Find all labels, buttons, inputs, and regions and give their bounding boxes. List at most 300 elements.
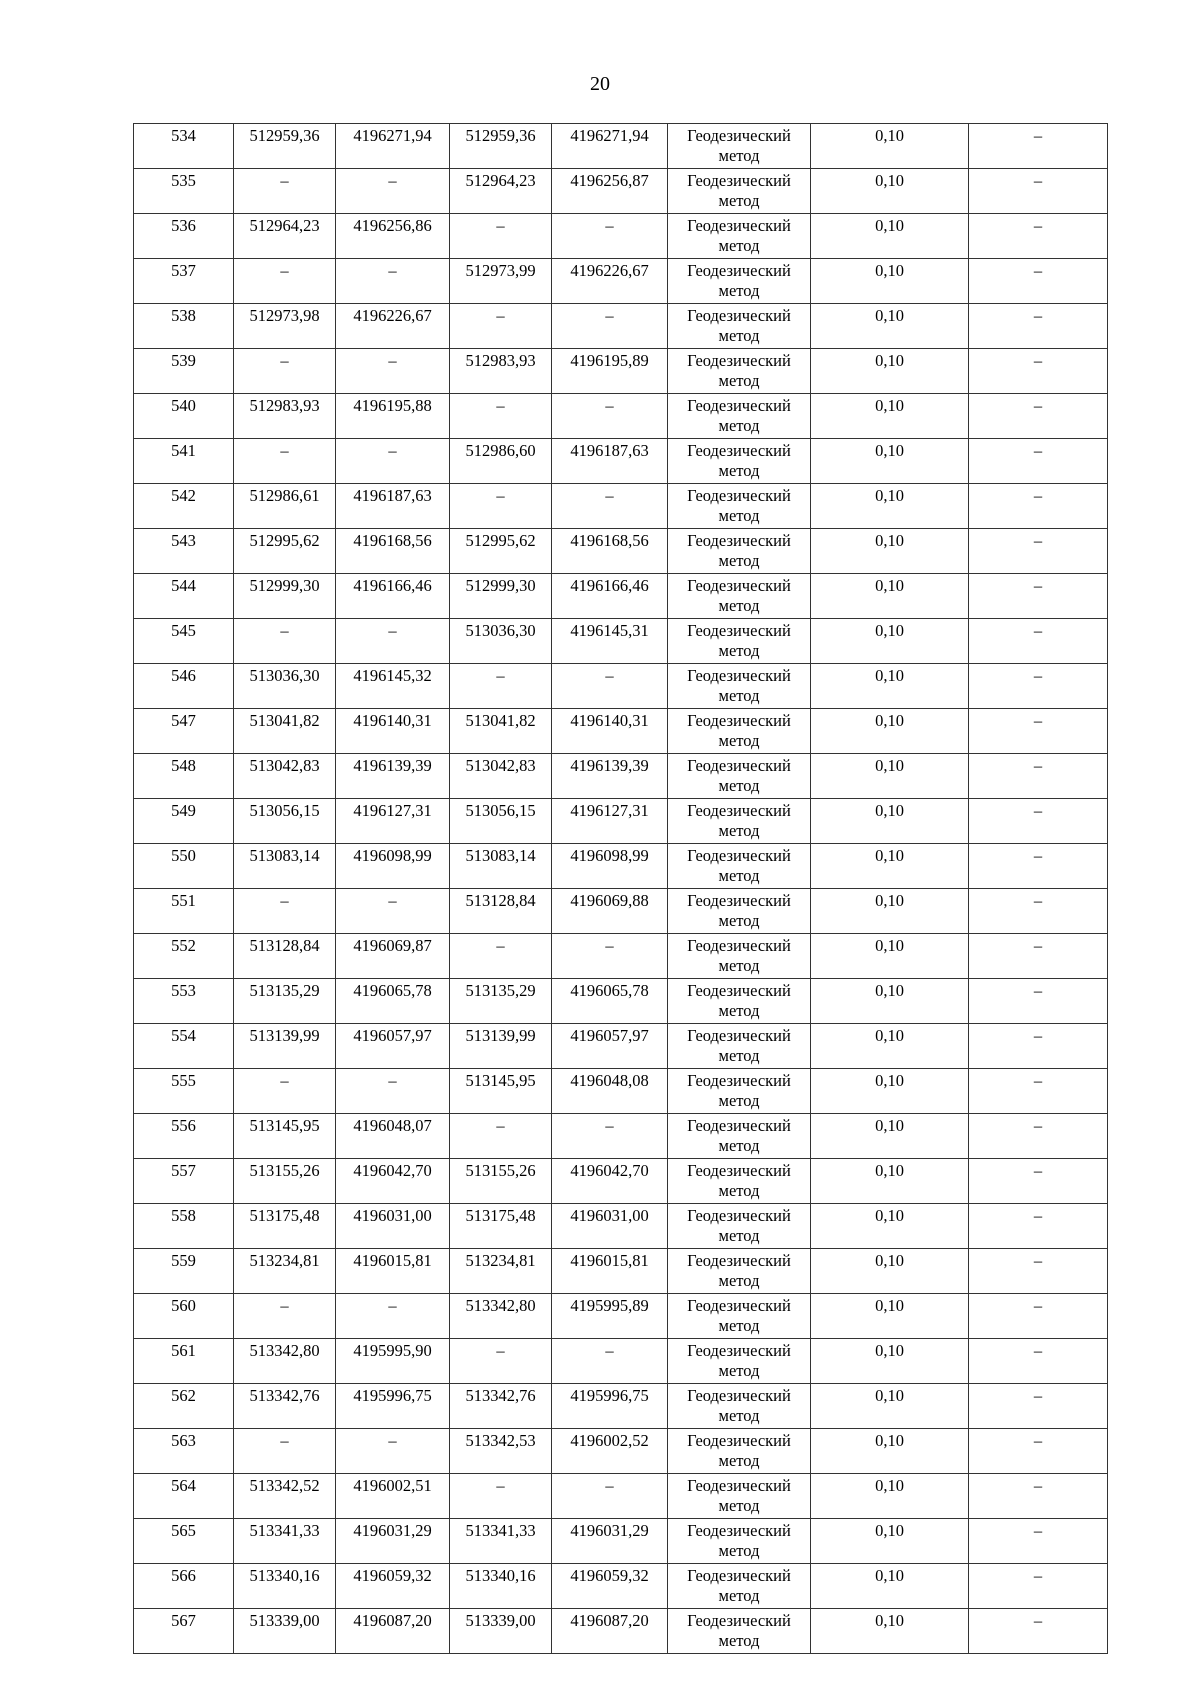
method-line-1: Геодезический [687,396,791,415]
old-y-cell: – [336,259,450,304]
description-cell: – [969,979,1108,1024]
old-x-cell: 513341,33 [234,1519,336,1564]
method-cell [668,1384,811,1429]
method-line-1: Геодезический [687,1116,791,1135]
method-cell [668,259,811,304]
old-x-cell: 513339,00 [234,1609,336,1654]
old-x-cell: 513139,99 [234,1024,336,1069]
new-y-cell: – [552,934,668,979]
method-line-1: Геодезический [687,711,791,730]
new-x-cell: 513145,95 [450,1069,552,1114]
description-cell: – [969,1384,1108,1429]
new-x-cell: 512973,99 [450,259,552,304]
method-line-1: Геодезический [687,1071,791,1090]
old-x-cell: 512986,61 [234,484,336,529]
new-y-cell: – [552,304,668,349]
description-cell: – [969,1204,1108,1249]
method-line-2: метод [718,1586,760,1605]
accuracy-cell: 0,10 [811,709,969,754]
old-x-cell: 512959,36 [234,124,336,169]
method-cell [668,664,811,709]
accuracy-cell: 0,10 [811,214,969,259]
method-cell [668,1024,811,1069]
new-x-cell: 513342,80 [450,1294,552,1339]
old-x-cell: 512983,93 [234,394,336,439]
method-cell [668,574,811,619]
description-cell: – [969,619,1108,664]
method-cell [668,1564,811,1609]
new-y-cell: 4196048,08 [552,1069,668,1114]
description-cell: – [969,439,1108,484]
method-cell [668,169,811,214]
old-y-cell: 4196065,78 [336,979,450,1024]
accuracy-cell: 0,10 [811,124,969,169]
accuracy-cell: 0,10 [811,1024,969,1069]
method-line-2: метод [718,461,760,480]
old-y-cell: 4195996,75 [336,1384,450,1429]
description-cell: – [969,1339,1108,1384]
table-row [134,529,1108,574]
old-y-cell: 4196195,88 [336,394,450,439]
method-cell [668,304,811,349]
method-cell [668,754,811,799]
accuracy-cell: 0,10 [811,1564,969,1609]
point-number-cell: 553 [134,979,234,1024]
method-line-2: метод [718,1226,760,1245]
method-line-2: метод [718,866,760,885]
method-line-1: Геодезический [687,1251,791,1270]
method-line-2: метод [718,1451,760,1470]
point-number-cell: 551 [134,889,234,934]
method-line-2: метод [718,1181,760,1200]
method-cell [668,1474,811,1519]
method-line-2: метод [718,191,760,210]
old-x-cell: 513234,81 [234,1249,336,1294]
new-x-cell: – [450,934,552,979]
description-cell: – [969,1159,1108,1204]
method-line-1: Геодезический [687,126,791,145]
table-row [134,664,1108,709]
accuracy-cell: 0,10 [811,1249,969,1294]
point-number-cell: 536 [134,214,234,259]
method-line-1: Геодезический [687,486,791,505]
new-x-cell: 513036,30 [450,619,552,664]
new-y-cell: 4196140,31 [552,709,668,754]
new-y-cell: 4196002,52 [552,1429,668,1474]
old-y-cell: – [336,1294,450,1339]
table-row [134,844,1108,889]
accuracy-cell: 0,10 [811,619,969,664]
method-line-2: метод [718,641,760,660]
accuracy-cell: 0,10 [811,349,969,394]
new-x-cell: 513155,26 [450,1159,552,1204]
old-y-cell: 4196048,07 [336,1114,450,1159]
method-line-1: Геодезический [687,216,791,235]
method-line-2: метод [718,821,760,840]
point-number-cell: 544 [134,574,234,619]
accuracy-cell: 0,10 [811,1429,969,1474]
method-line-1: Геодезический [687,1026,791,1045]
point-number-cell: 549 [134,799,234,844]
table-row [134,1069,1108,1114]
old-x-cell: – [234,169,336,214]
description-cell: – [969,1519,1108,1564]
point-number-cell: 564 [134,1474,234,1519]
table-row [134,709,1108,754]
point-number-cell: 550 [134,844,234,889]
point-number-cell: 556 [134,1114,234,1159]
point-number-cell: 545 [134,619,234,664]
old-y-cell: – [336,889,450,934]
description-cell: – [969,889,1108,934]
table-row [134,169,1108,214]
old-y-cell: 4196031,29 [336,1519,450,1564]
description-cell: – [969,349,1108,394]
old-y-cell: – [336,1429,450,1474]
method-line-2: метод [718,506,760,525]
new-y-cell: 4196168,56 [552,529,668,574]
point-number-cell: 561 [134,1339,234,1384]
method-cell [668,124,811,169]
table-row [134,574,1108,619]
method-cell [668,214,811,259]
accuracy-cell: 0,10 [811,799,969,844]
method-line-1: Геодезический [687,351,791,370]
new-x-cell: 513056,15 [450,799,552,844]
table-row [134,1204,1108,1249]
accuracy-cell: 0,10 [811,1519,969,1564]
new-x-cell: – [450,1114,552,1159]
method-cell [668,1159,811,1204]
point-number-cell: 557 [134,1159,234,1204]
description-cell: – [969,1024,1108,1069]
method-line-2: метод [718,776,760,795]
method-line-1: Геодезический [687,846,791,865]
point-number-cell: 542 [134,484,234,529]
old-x-cell: 512973,98 [234,304,336,349]
old-y-cell: 4196226,67 [336,304,450,349]
point-number-cell: 560 [134,1294,234,1339]
new-y-cell: 4196166,46 [552,574,668,619]
point-number-cell: 540 [134,394,234,439]
accuracy-cell: 0,10 [811,1474,969,1519]
new-y-cell: 4196069,88 [552,889,668,934]
new-y-cell: 4195996,75 [552,1384,668,1429]
old-y-cell: 4196168,56 [336,529,450,574]
method-line-1: Геодезический [687,936,791,955]
table-row [134,1609,1108,1654]
method-line-2: метод [718,1091,760,1110]
method-line-1: Геодезический [687,261,791,280]
accuracy-cell: 0,10 [811,1384,969,1429]
method-line-2: метод [718,326,760,345]
new-y-cell: – [552,1474,668,1519]
old-y-cell: 4196139,39 [336,754,450,799]
table-row [134,619,1108,664]
method-cell [668,1249,811,1294]
old-x-cell: 513340,16 [234,1564,336,1609]
table-row [134,259,1108,304]
method-line-1: Геодезический [687,666,791,685]
method-cell [668,349,811,394]
method-cell [668,394,811,439]
new-x-cell: 513339,00 [450,1609,552,1654]
description-cell: – [969,754,1108,799]
old-y-cell: 4196098,99 [336,844,450,889]
method-cell [668,844,811,889]
new-y-cell: 4196226,67 [552,259,668,304]
new-y-cell: 4196059,32 [552,1564,668,1609]
method-cell [668,1204,811,1249]
table-row [134,1024,1108,1069]
accuracy-cell: 0,10 [811,1204,969,1249]
method-line-1: Геодезический [687,1206,791,1225]
new-x-cell: 512986,60 [450,439,552,484]
description-cell: – [969,304,1108,349]
old-x-cell: 513135,29 [234,979,336,1024]
new-y-cell: 4196139,39 [552,754,668,799]
point-number-cell: 567 [134,1609,234,1654]
old-x-cell: 513042,83 [234,754,336,799]
new-x-cell: 513342,53 [450,1429,552,1474]
method-cell [668,709,811,754]
new-y-cell: 4196057,97 [552,1024,668,1069]
table-row [134,1429,1108,1474]
old-x-cell: 513041,82 [234,709,336,754]
method-line-1: Геодезический [687,306,791,325]
old-x-cell: – [234,1429,336,1474]
description-cell: – [969,124,1108,169]
old-y-cell: – [336,439,450,484]
point-number-cell: 562 [134,1384,234,1429]
old-y-cell: 4196187,63 [336,484,450,529]
old-x-cell: 513145,95 [234,1114,336,1159]
old-y-cell: 4196002,51 [336,1474,450,1519]
table-row [134,124,1108,169]
table-row [134,1519,1108,1564]
method-line-2: метод [718,1136,760,1155]
table-row [134,1384,1108,1429]
point-number-cell: 539 [134,349,234,394]
table-row [134,349,1108,394]
old-y-cell: 4196031,00 [336,1204,450,1249]
description-cell: – [969,1069,1108,1114]
method-cell [668,1519,811,1564]
old-y-cell: 4196140,31 [336,709,450,754]
coordinates-table [133,123,1108,1654]
method-cell [668,484,811,529]
new-x-cell: 512995,62 [450,529,552,574]
point-number-cell: 538 [134,304,234,349]
new-x-cell: – [450,1339,552,1384]
method-line-2: метод [718,596,760,615]
old-y-cell: 4196271,94 [336,124,450,169]
new-x-cell: 513342,76 [450,1384,552,1429]
description-cell: – [969,1114,1108,1159]
method-cell [668,889,811,934]
description-cell: – [969,169,1108,214]
new-y-cell: 4196065,78 [552,979,668,1024]
new-x-cell: – [450,214,552,259]
old-y-cell: 4196127,31 [336,799,450,844]
point-number-cell: 558 [134,1204,234,1249]
new-x-cell: 513139,99 [450,1024,552,1069]
method-line-2: метод [718,1046,760,1065]
method-line-2: метод [718,1541,760,1560]
accuracy-cell: 0,10 [811,934,969,979]
table-row [134,934,1108,979]
method-line-2: метод [718,1271,760,1290]
old-x-cell: 513036,30 [234,664,336,709]
method-cell [668,1069,811,1114]
new-x-cell: 513128,84 [450,889,552,934]
description-cell: – [969,529,1108,574]
table-row [134,799,1108,844]
table-row [134,214,1108,259]
new-x-cell: 512959,36 [450,124,552,169]
new-x-cell: 512983,93 [450,349,552,394]
old-x-cell: 512999,30 [234,574,336,619]
method-cell [668,1114,811,1159]
accuracy-cell: 0,10 [811,979,969,1024]
old-y-cell: 4196015,81 [336,1249,450,1294]
new-y-cell: 4196271,94 [552,124,668,169]
description-cell: – [969,1249,1108,1294]
old-y-cell: 4196087,20 [336,1609,450,1654]
point-number-cell: 537 [134,259,234,304]
method-line-2: метод [718,1361,760,1380]
table-row [134,889,1108,934]
table-row [134,1294,1108,1339]
description-cell: – [969,709,1108,754]
new-y-cell: – [552,1114,668,1159]
accuracy-cell: 0,10 [811,484,969,529]
old-x-cell: 513342,76 [234,1384,336,1429]
new-x-cell: 513041,82 [450,709,552,754]
new-y-cell: 4196087,20 [552,1609,668,1654]
new-x-cell: – [450,664,552,709]
accuracy-cell: 0,10 [811,259,969,304]
point-number-cell: 546 [134,664,234,709]
method-line-2: метод [718,1316,760,1335]
method-line-1: Геодезический [687,891,791,910]
old-y-cell: 4196166,46 [336,574,450,619]
old-x-cell: – [234,889,336,934]
new-x-cell: – [450,394,552,439]
method-cell [668,934,811,979]
table-row [134,1564,1108,1609]
new-x-cell: 513042,83 [450,754,552,799]
accuracy-cell: 0,10 [811,439,969,484]
table-row [134,394,1108,439]
description-cell: – [969,1474,1108,1519]
old-x-cell: 513342,52 [234,1474,336,1519]
accuracy-cell: 0,10 [811,889,969,934]
method-cell [668,619,811,664]
method-line-2: метод [718,281,760,300]
old-x-cell: 513056,15 [234,799,336,844]
new-x-cell: 513234,81 [450,1249,552,1294]
accuracy-cell: 0,10 [811,1159,969,1204]
new-y-cell: 4196256,87 [552,169,668,214]
accuracy-cell: 0,10 [811,529,969,574]
old-y-cell: 4196145,32 [336,664,450,709]
new-y-cell: 4196195,89 [552,349,668,394]
accuracy-cell: 0,10 [811,1114,969,1159]
new-y-cell: – [552,484,668,529]
method-line-1: Геодезический [687,981,791,1000]
method-cell [668,1429,811,1474]
table-row [134,1114,1108,1159]
description-cell: – [969,574,1108,619]
old-y-cell: 4196069,87 [336,934,450,979]
old-y-cell: – [336,619,450,664]
method-line-2: метод [718,1406,760,1425]
method-line-2: метод [718,1496,760,1515]
method-line-2: метод [718,236,760,255]
description-cell: – [969,1429,1108,1474]
method-line-2: метод [718,1001,760,1020]
accuracy-cell: 0,10 [811,169,969,214]
new-y-cell: 4196187,63 [552,439,668,484]
method-line-2: метод [718,911,760,930]
table-row [134,1159,1108,1204]
old-y-cell: 4196059,32 [336,1564,450,1609]
description-cell: – [969,1609,1108,1654]
old-x-cell: 513175,48 [234,1204,336,1249]
accuracy-cell: 0,10 [811,1294,969,1339]
point-number-cell: 543 [134,529,234,574]
table-row [134,1249,1108,1294]
new-y-cell: 4196042,70 [552,1159,668,1204]
description-cell: – [969,259,1108,304]
old-y-cell: 4196256,86 [336,214,450,259]
table-row [134,1339,1108,1384]
method-line-1: Геодезический [687,756,791,775]
new-x-cell: 512964,23 [450,169,552,214]
old-x-cell: – [234,259,336,304]
point-number-cell: 565 [134,1519,234,1564]
method-line-1: Геодезический [687,801,791,820]
point-number-cell: 559 [134,1249,234,1294]
new-y-cell: 4196127,31 [552,799,668,844]
new-x-cell: 513083,14 [450,844,552,889]
new-x-cell: 513135,29 [450,979,552,1024]
method-cell [668,799,811,844]
table-row [134,304,1108,349]
point-number-cell: 535 [134,169,234,214]
old-x-cell: – [234,619,336,664]
page-number: 20 [590,73,610,95]
point-number-cell: 554 [134,1024,234,1069]
method-line-1: Геодезический [687,576,791,595]
method-cell [668,979,811,1024]
point-number-cell: 541 [134,439,234,484]
point-number-cell: 555 [134,1069,234,1114]
old-y-cell: 4195995,90 [336,1339,450,1384]
accuracy-cell: 0,10 [811,844,969,889]
old-x-cell: 512964,23 [234,214,336,259]
new-y-cell: – [552,664,668,709]
method-line-2: метод [718,956,760,975]
old-x-cell: 512995,62 [234,529,336,574]
old-y-cell: – [336,169,450,214]
method-line-2: метод [718,551,760,570]
new-y-cell: – [552,394,668,439]
old-x-cell: 513083,14 [234,844,336,889]
method-cell [668,439,811,484]
old-y-cell: 4196042,70 [336,1159,450,1204]
